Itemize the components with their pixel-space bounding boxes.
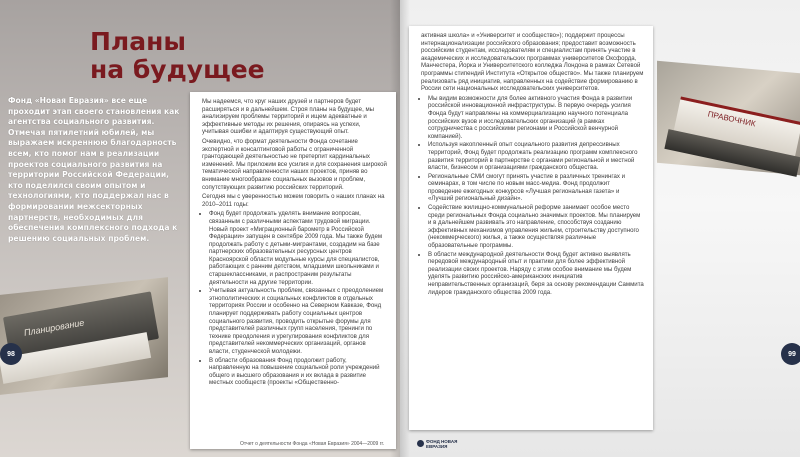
list-item: • Содействие жилищно-коммунальной реформе занимает особое место среди региональных Фонда социально значимых проектов. Мы планируем и в дальнейшем развивать это направление, способствуя созданию эффективных механизмов управления жильем, строительству доступного (некоммерческого) жилья, а также осуществляя различные образовательные программы. <box>428 204 645 250</box>
text-card-right <box>409 26 653 430</box>
logo-line-2: ЕВРАЗИЯ <box>426 444 448 449</box>
page-number-left: 98 <box>0 343 22 365</box>
paragraph: Очевидно, что формат деятельности Фонда сочетание экспертной и консалтинговой работы с ограниченной грантодающей деятельностью не претерпит кардинальных изменений. Мы приложим все усилия и для сохранения широкой тематической направленности наших проектов, приняв во внимание многообразие социальных вызовов и проблем, сопутствующих развитию российских территорий. <box>202 137 387 191</box>
title-line-1: Планы <box>90 27 186 56</box>
right-column-text <box>421 32 645 297</box>
list-item: • Региональные СМИ смогут принять участие в различных тренингах и семинарах, в том числе по новым масс-медиа. Фонд продолжит проведение ежегодных конкурсов «Лучшая региональная газета» и «Лучший региональный дизайн». <box>428 173 645 203</box>
page-number-right: 99 <box>781 343 800 365</box>
left-column-text <box>202 98 388 388</box>
plans-list <box>202 210 388 387</box>
paragraph: Мы надеемся, что круг наших друзей и партнеров будет расширяться и в дальнейшем. Строя планы на будущее, мы анализируем проблемы территорий и ищем адекватные и эффективные методы их решения, опираясь на успехи, учитывая ошибки и адаптируя существующий опыт. <box>202 98 375 136</box>
reference-book-label: ПРАВОЧНИК <box>707 109 757 129</box>
planning-book-label: Планирование <box>23 317 85 338</box>
plans-list <box>421 95 645 296</box>
foundation-logo <box>417 439 457 449</box>
text-card-left <box>190 92 396 449</box>
page-title <box>90 28 265 84</box>
title-line-2: на будущее <box>90 55 265 84</box>
list-item: • Фонд будет продолжать уделять внимание вопросам, связанным с различными аспектами трудовой миграции. Новый проект «Миграционный барометр в Российской Федерации» запущен в сентябре 2009 года. Мы также будем продолжать работу с детьми-мигрантами, создадим на базе партнерских образовательных ресурсных центров Красноярской области модульные курсы для специалистов, работающих с ранним детством, младшими школьниками и старшеклассниками, и распространим результаты деятельности на другие территории. <box>209 210 388 286</box>
paragraph: активная школа» и «Университет и сообщество»); поддержит процессы интернационализации российского образования; предоставит возможность российским студентам, исследователям и специалистам принять участие в академических и исследовательских программах университетов Оксфорда, Манчестера, Йорка и Университетского колледжа Лондона в рамках Сетевой программы стипендий Института «Открытое общество». Мы также планируем реализовать ряд инициатив, направленных на содействие формированию в России сети национальных исследовательских университетов. <box>421 32 644 93</box>
paragraph: Сегодня мы с уверенностью можем говорить о наших планах на 2010–2011 годы: <box>202 193 385 208</box>
list-item: • Используя накопленный опыт социального развития депрессивных территорий, Фонд будет продолжать реализацию программ комплексного развития территорий в партнерстве с органами региональной и местной власти, бизнесом и организациями гражданского общества. <box>428 141 645 171</box>
list-item: • В области международной деятельности Фонд будет активно выявлять передовой международный опыт и практики для более эффективной реализации своих проектов. Наряду с этим особое внимание мы будем уделять развитию российско-американских инициатив неправительственных организаций, беря за основу рекомендации Саммита лидеров гражданского общества 2009 года. <box>428 251 645 297</box>
list-item: • В области образования Фонд продолжит работу, направленную на повышение социальной роли учреждений общего и высшего образования и их вклада в развитие местных сообществ (проекты «Общественно- <box>209 357 388 387</box>
list-item: • Мы видим возможности для более активного участия Фонда в развитии российской инновационной инфраструктуры. В первую очередь усилия Фонда будут направлены на коммерциализацию научного потенциала российских вузов и исследовательских организаций (в рамках сотрудничества с российскими регионами и Российской венчурной компанией). <box>428 95 645 141</box>
footer-caption: Отчет о деятельности Фонда «Новая Евразия» 2004—2009 гг. <box>240 441 385 447</box>
intro-text: Фонд «Новая Евразия» все еще проходит этап своего становления как агентства социального развития. Отмечая пятилетний юбилей, мы выражаем искреннюю благодарность всем, кто помог нам в реализации проектов социального развития на территории Российской Федерации, кто поделился своим опытом и технологиями, кто поддержал нас в формировании межсекторных партнерств, необходимых для обеспечения комплексного подхода к решению социальных проблем. <box>8 96 180 243</box>
list-item: • Учитывая актуальность проблем, связанных с преодолением этнополитических и социальных конфликтов в отдельных территориях России и особенно на Северном Кавказе, Фонд планирует поддерживать работу социальных центров социального развития, проводить открытые форумы для представителей различных групп населения, тренинги по технике преодоления и урегулирования конфликтов для представителей некоммерческих организаций, органов власти, студенческой молодежи. <box>209 287 388 355</box>
logo-line-1: ФОНД НОВАЯ <box>426 439 458 444</box>
